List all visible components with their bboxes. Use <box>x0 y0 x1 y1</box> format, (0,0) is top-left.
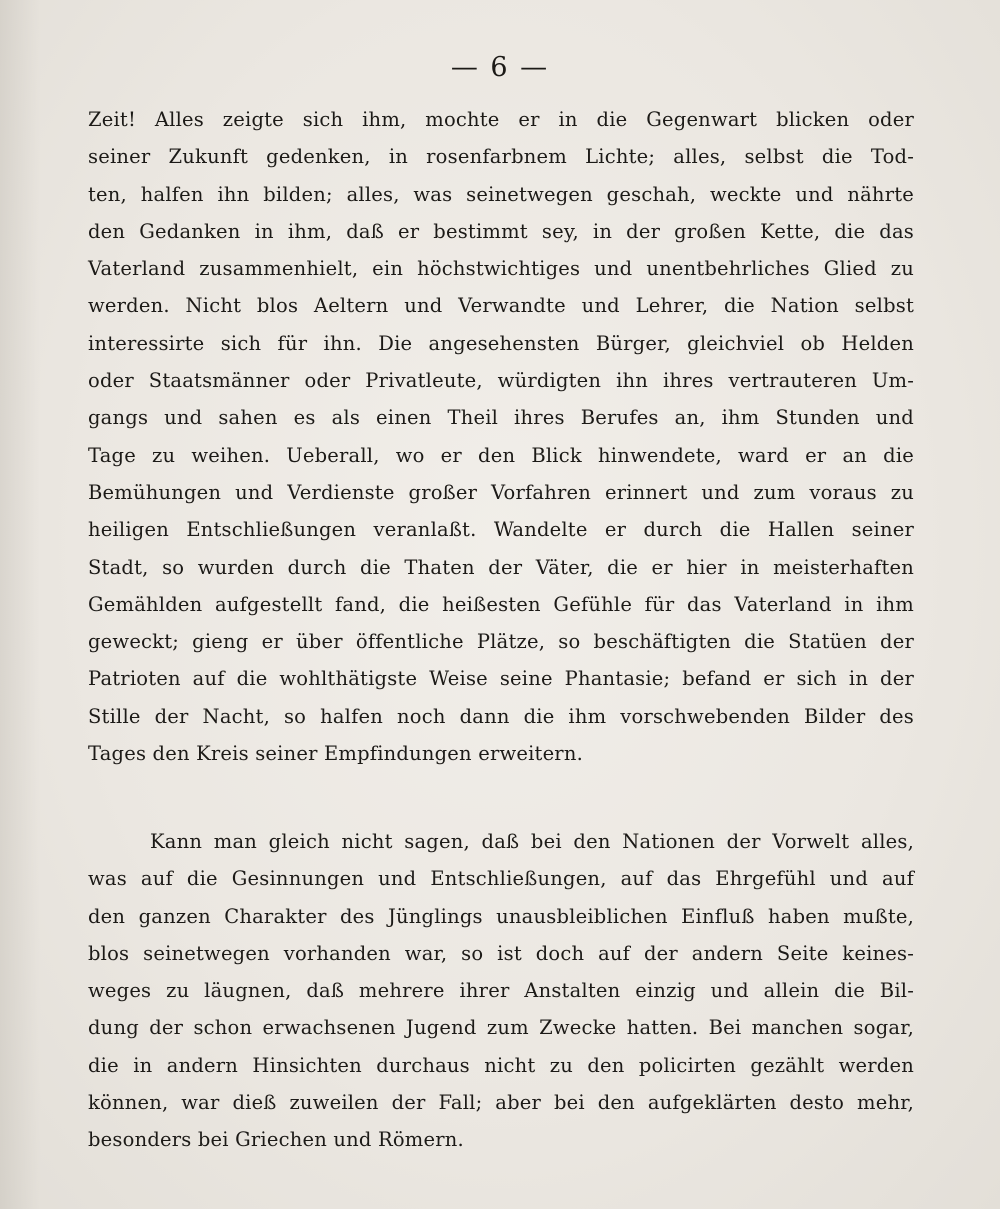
text-line: den ganzen Charakter des Jünglings unausbleiblichen Einfluß haben mußte, <box>88 904 914 928</box>
text-line: Vaterland zusammenhielt, ein höchstwichtiges und unentbehrliches Glied zu <box>88 257 914 281</box>
text-line: seiner Zukunft gedenken, in rosenfarbnem Lichte; alles, selbst die Tod- <box>88 145 914 169</box>
paragraph-1 <box>88 101 914 772</box>
text-line: gangs und sahen es als einen Theil ihres Berufes an, ihm Stunden und <box>88 406 914 430</box>
text-line: besonders bei Griechen und Römern. <box>88 1128 464 1152</box>
text-line: werden. Nicht blos Aeltern und Verwandte und Lehrer, die Nation selbst <box>88 294 914 318</box>
text-line: Stadt, so wurden durch die Thaten der Väter, die er hier in meisterhaften <box>88 555 914 579</box>
text-line: den Gedanken in ihm, daß er bestimmt sey, in der großen Kette, die das <box>88 219 914 243</box>
text-line: blos seinetwegen vorhanden war, so ist doch auf der andern Seite keines- <box>88 941 914 965</box>
text-line: interessirte sich für ihn. Die angesehensten Bürger, gleichviel ob Helden <box>88 331 914 355</box>
text-line: ten, halfen ihn bilden; alles, was seinetwegen geschah, weckte und nährte <box>88 182 914 206</box>
text-line: geweckt; gieng er über öffentliche Plätze, so beschäftigten die Statüen der <box>88 630 914 654</box>
text-line: Patrioten auf die wohlthätigste Weise seine Phantasie; befand er sich in der <box>88 667 914 691</box>
paragraph-2 <box>88 823 914 1159</box>
text-line: heiligen Entschließungen veranlaßt. Wandelte er durch die Hallen seiner <box>88 518 914 542</box>
page-edge-shadow <box>0 0 40 1209</box>
text-line: Kann man gleich nicht sagen, daß bei den Nationen der Vorwelt alles, <box>150 830 914 853</box>
text-line: weges zu läugnen, daß mehrere ihrer Anstalten einzig und allein die Bil- <box>88 979 914 1003</box>
text-line: Tages den Kreis seiner Empfindungen erweitern. <box>88 742 583 766</box>
text-line: Zeit! Alles zeigte sich ihm, mochte er in die Gegenwart blicken oder <box>88 108 914 131</box>
text-line: Gemählden aufgestellt fand, die heißesten Gefühle für das Vaterland in ihm <box>88 592 914 616</box>
page-number-text: — 6 — <box>450 52 550 83</box>
text-line: was auf die Gesinnungen und Entschließungen, auf das Ehrgefühl und auf <box>88 867 914 891</box>
text-line: Stille der Nacht, so halfen noch dann die ihm vorschwebenden Bilder des <box>88 704 914 728</box>
text-line: Bemühungen und Verdienste großer Vorfahren erinnert und zum voraus zu <box>88 480 914 504</box>
text-line: oder Staatsmänner oder Privatleute, würdigten ihn ihres vertrauteren Um- <box>88 369 914 393</box>
text-line: dung der schon erwachsenen Jugend zum Zwecke hatten. Bei manchen sogar, <box>88 1016 914 1040</box>
text-line: können, war dieß zuweilen der Fall; aber bei den aufgeklärten desto mehr, <box>88 1091 914 1115</box>
text-line: die in andern Hinsichten durchaus nicht zu den policirten gezählt werden <box>88 1053 914 1077</box>
page-number <box>0 52 1000 83</box>
text-line: Tage zu weihen. Ueberall, wo er den Blick hinwendete, ward er an die <box>88 443 914 467</box>
